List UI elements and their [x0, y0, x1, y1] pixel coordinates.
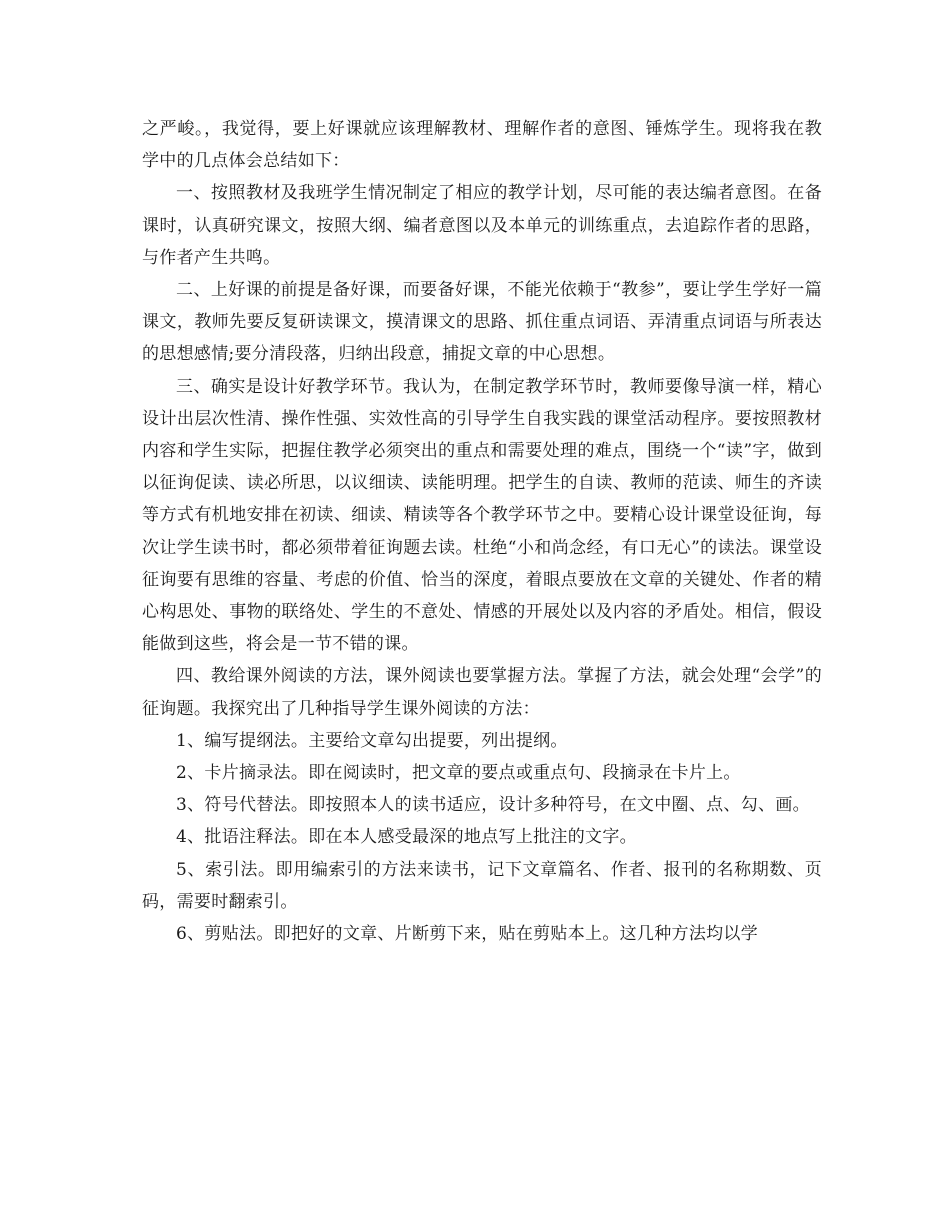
paragraph-intro: 之严峻。，我觉得，要上好课就应该理解教材、理解作者的意图、锤炼学生。现将我在教学中的几点体会总结如下：: [142, 119, 822, 172]
paragraph-point-four: 四、教给课外阅读的方法，课外阅读也要掌握方法。掌握了方法，就会处理“会学”的征询题。我探究出了几种指导学生课外阅读的方法：: [142, 666, 822, 719]
list-item-method-3: 3、符号代替法。即按照本人的读书适应，设计多种符号，在文中圈、点、勾、画。: [176, 795, 810, 816]
list-item-method-5: 5、索引法。即用编索引的方法来读书，记下文章篇名、作者、报刊的名称期数、页码，需要时翻索引。: [142, 859, 822, 912]
document-body: [142, 113, 822, 950]
paragraph-point-two: 二、上好课的前提是备好课，而要备好课，不能光依赖于“教参”，要让学生学好一篇课文，教师先要反复研读课文，摸清课文的思路、抓住重点词语、弄清重点词语与所表达的思想感情;要分清段落，归纳出段意，捕捉文章的中心思想。: [142, 280, 822, 365]
list-item-method-4: 4、批语注释法。即在本人感受最深的地点写上批注的文字。: [176, 827, 637, 848]
list-item-method-1: 1、编写提纲法。主要给文章勾出提要，列出提纲。: [176, 730, 568, 751]
list-item-method-2: 2、卡片摘录法。即在阅读时，把文章的要点或重点句、段摘录在卡片上。: [176, 763, 741, 784]
paragraph-point-one: 一、按照教材及我班学生情况制定了相应的教学计划，尽可能的表达编者意图。在备课时，认真研究课文，按照大纲、编者意图以及本单元的训练重点，去追踪作者的思路，与作者产生共鸣。: [142, 183, 822, 268]
list-item-method-6: 6、剪贴法。即把好的文章、片断剪下来，贴在剪贴本上。这几种方法均以学: [176, 924, 759, 945]
paragraph-point-three: 三、确实是设计好教学环节。我认为，在制定教学环节时，教师要像导演一样，精心设计出层次性清、操作性强、实效性高的引导学生自我实践的课堂活动程序。要按照教材内容和学生实际，把握住教学必须突出的重点和需要处理的难点，围绕一个“读”字，做到以征询促读、读必所思，以议细读、读能明理。把学生的自读、教师的范读、师生的齐读等方式有机地安排在初读、细读、精读等各个教学环节之中。要精心设计课堂设征询，每次让学生读书时，都必须带着征询题去读。杜绝“小和尚念经，有口无心”的读法。课堂设征询要有思维的容量、考虑的价值、恰当的深度，着眼点要放在文章的关键处、作者的精心构思处、事物的联络处、学生的不意处、情感的开展处以及内容的矛盾处。相信，假设能做到这些，将会是一节不错的课。: [142, 376, 822, 655]
